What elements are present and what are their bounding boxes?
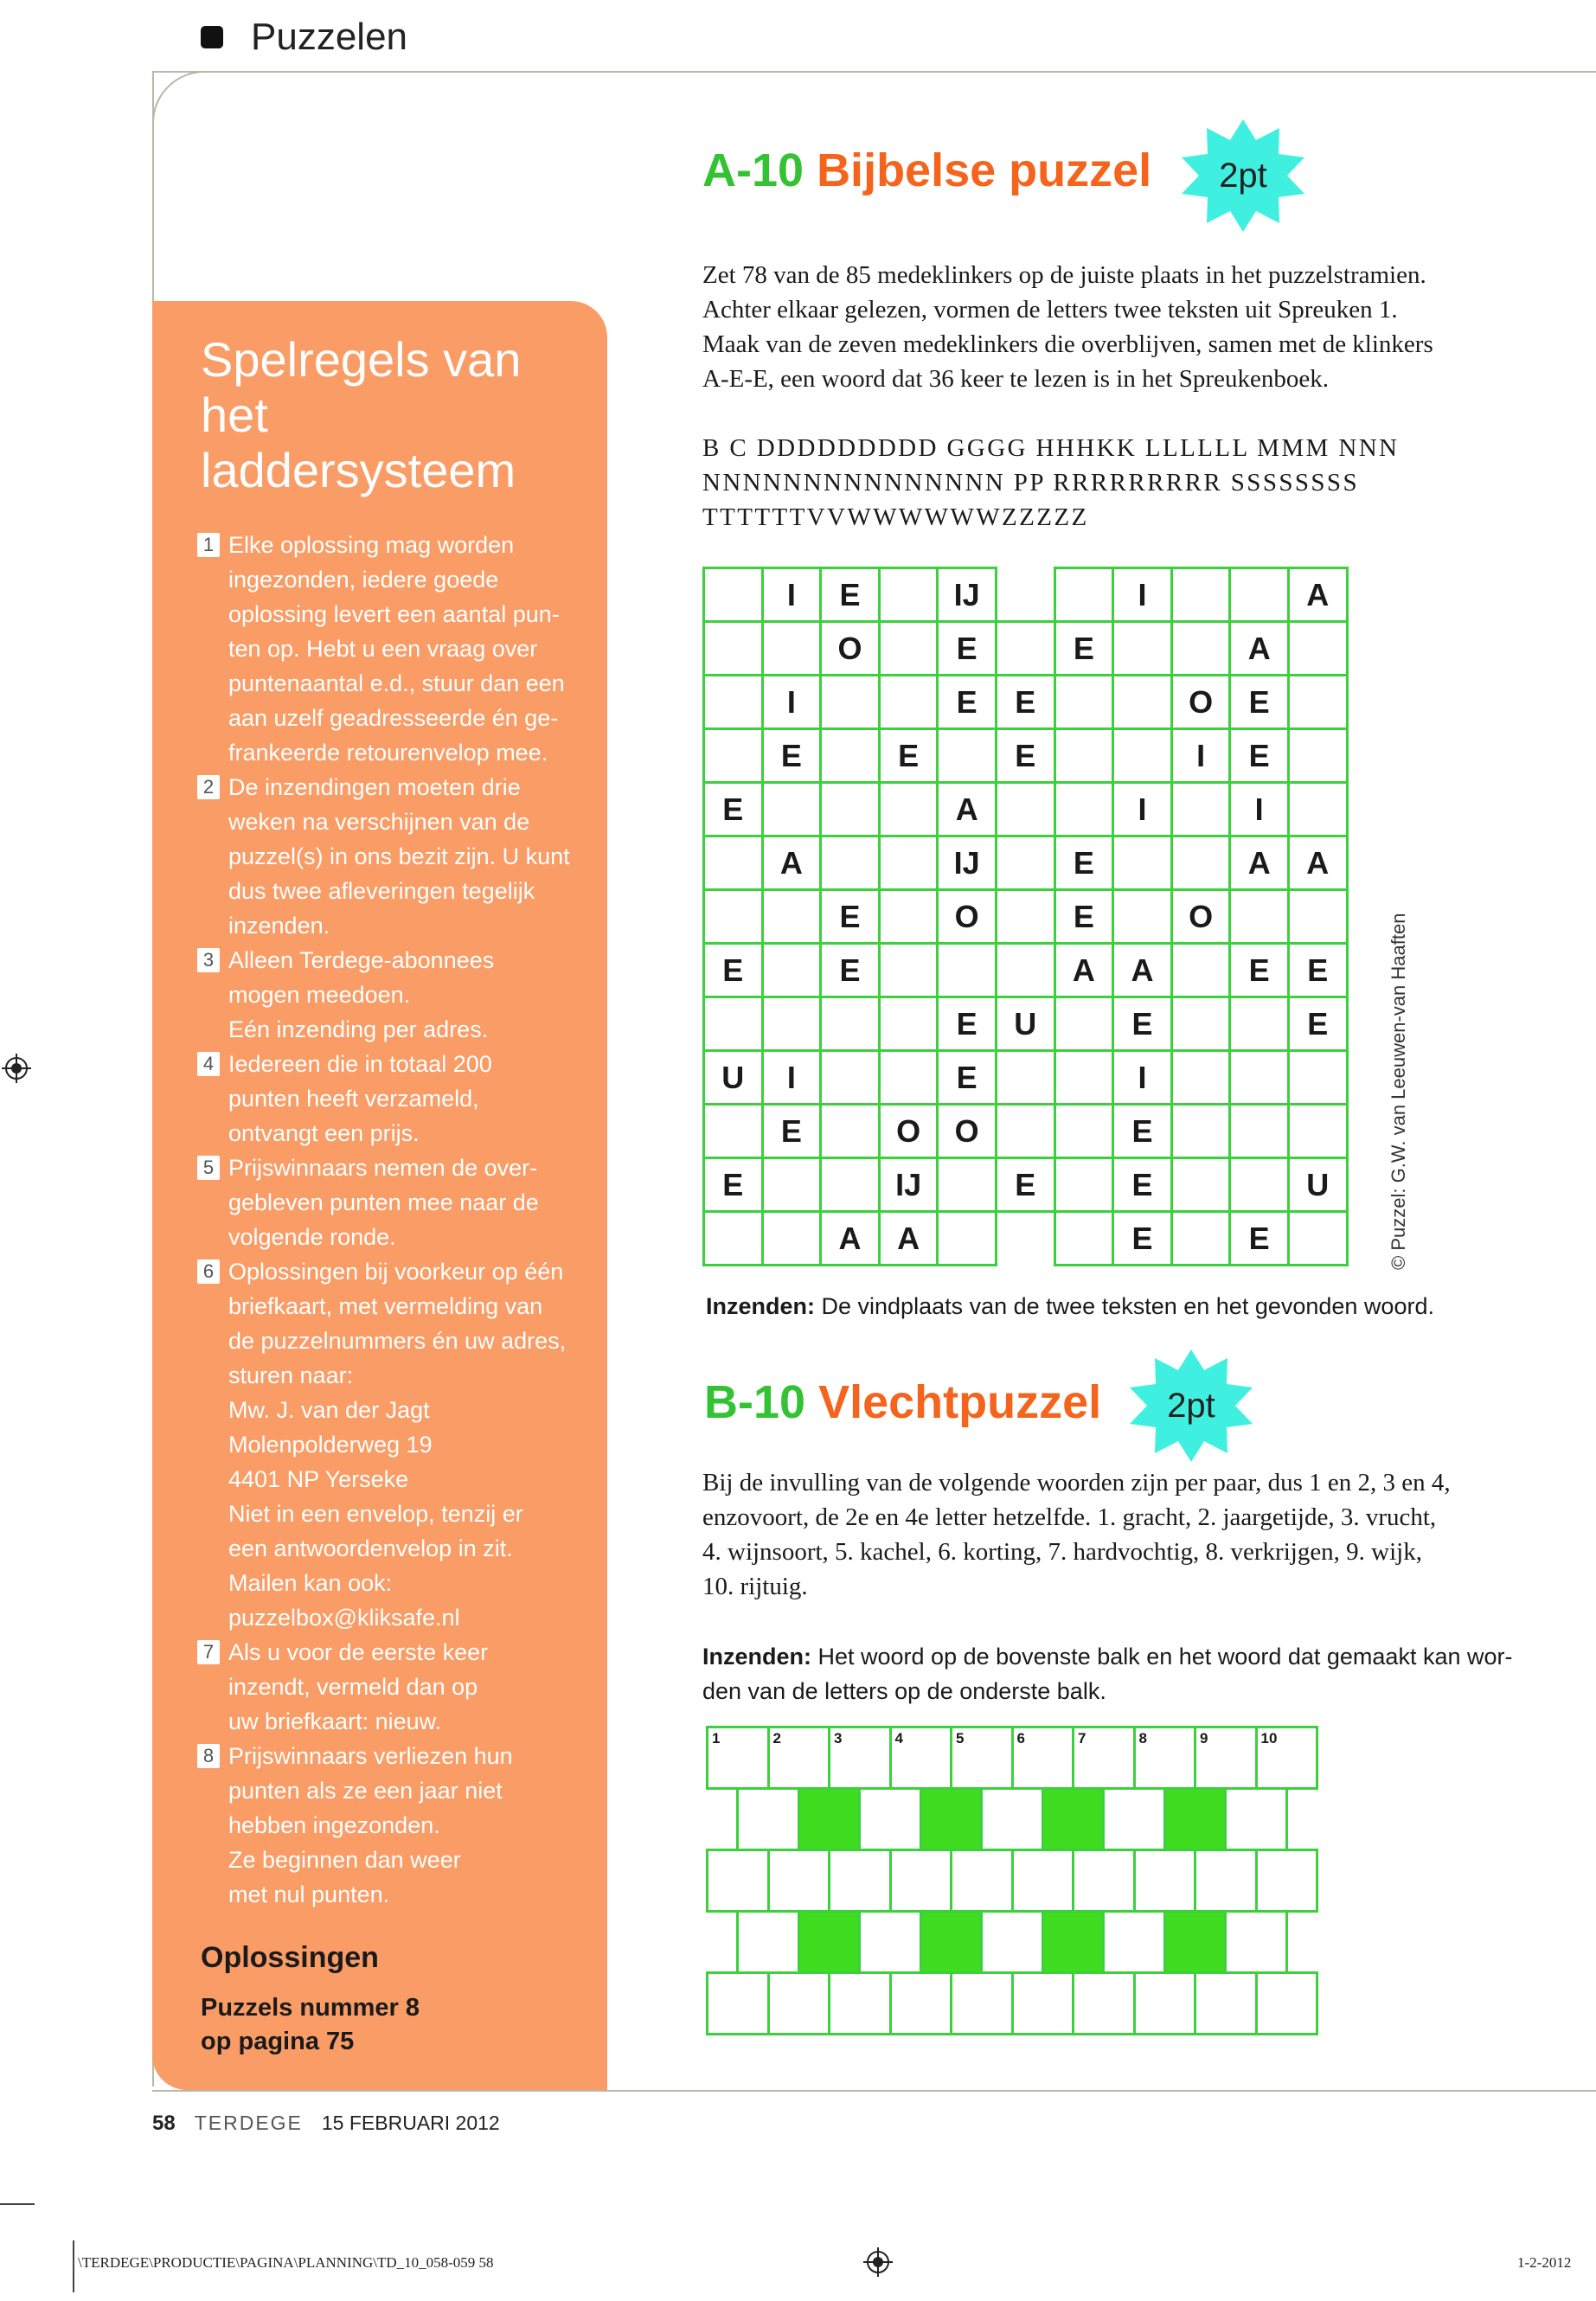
registration-mark-icon (863, 2247, 893, 2277)
puzzle-b-name: Vlechtpuzzel (818, 1376, 1102, 1428)
puzzle-b-submit-line-2: den van de letters op de onderste balk. (702, 1678, 1106, 1704)
grid-cell[interactable] (761, 888, 823, 945)
rule-item (197, 528, 586, 770)
puzzle-b-points-badge (1126, 1349, 1256, 1462)
grid-cell[interactable] (995, 781, 1056, 837)
braid-cell[interactable] (736, 1787, 800, 1851)
grid-cell[interactable]: E (1228, 674, 1290, 730)
crop-mark (0, 2203, 35, 2205)
grid-cell[interactable] (702, 888, 764, 945)
grid-cell[interactable]: E (936, 996, 997, 1052)
grid-cell[interactable] (1228, 1049, 1290, 1106)
rule-item (197, 1635, 586, 1739)
word-number: 1 (712, 1730, 721, 1747)
rule-text: Als u voor de eerste keer inzendt, vermeld dan op uw briefkaart: nieuw. (228, 1639, 489, 1734)
grid-cell[interactable] (1228, 888, 1290, 945)
rule-item (197, 1047, 586, 1150)
braid-cell[interactable] (1072, 1726, 1136, 1790)
section-title: Puzzelen (251, 16, 408, 58)
grid-cell[interactable] (1054, 1157, 1115, 1213)
grid-cell[interactable] (1054, 727, 1115, 784)
word-number: 7 (1078, 1730, 1086, 1747)
grid-cell[interactable]: O (1170, 888, 1232, 945)
intro-line: A-E-E, een woord dat 36 keer te lezen is in het Spreukenboek. (702, 365, 1329, 393)
braid-cell[interactable] (1042, 1910, 1106, 1974)
braid-cell[interactable] (1224, 1787, 1288, 1851)
grid-cell[interactable] (1112, 888, 1173, 945)
braid-cell[interactable] (828, 1726, 892, 1790)
grid-cell[interactable] (819, 1157, 881, 1213)
grid-cell[interactable] (1170, 1103, 1232, 1159)
bottom-divider (152, 2090, 1596, 2092)
rule-text: Iedereen die in totaal 200 punten heeft verzameld, ontvangt een prijs. (228, 1051, 492, 1146)
grid-cell[interactable] (1112, 674, 1173, 730)
grid-cell[interactable]: E (1112, 1210, 1173, 1266)
puzzle-a-intro (702, 258, 1550, 396)
grid-cell[interactable] (936, 1210, 997, 1266)
rule-item (197, 1739, 586, 1912)
rule-item (197, 1150, 586, 1254)
grid-cell[interactable] (936, 727, 997, 784)
braid-cell[interactable] (950, 1849, 1014, 1913)
grid-cell[interactable]: A (1112, 942, 1173, 998)
braid-cell[interactable] (1194, 1849, 1258, 1913)
braid-cell[interactable] (1255, 1971, 1319, 2035)
page-number: 58 (152, 2112, 176, 2135)
braid-cell[interactable] (1102, 1910, 1166, 1974)
grid-cell[interactable]: E (819, 888, 881, 945)
braid-cell[interactable] (706, 1849, 770, 1913)
braid-cell[interactable] (1255, 1726, 1319, 1790)
section-bullet-icon (201, 26, 223, 48)
grid-cell[interactable]: E (1287, 942, 1349, 998)
braid-cell[interactable] (767, 1971, 831, 2035)
grid-cell[interactable]: A (878, 1210, 939, 1266)
grid-cell[interactable] (819, 835, 881, 891)
rule-number: 5 (197, 1156, 220, 1180)
grid-cell[interactable] (1287, 727, 1349, 784)
grid-cell[interactable] (1054, 996, 1115, 1052)
rule-number: 3 (197, 948, 220, 972)
braid-cell[interactable] (767, 1849, 831, 1913)
grid-cell[interactable] (1170, 942, 1232, 998)
intro-line: Zet 78 van de 85 medeklinkers op de juiste plaats in het puzzelstramien. (702, 261, 1426, 289)
braid-cell[interactable] (1163, 1910, 1227, 1974)
grid-cell[interactable] (702, 835, 764, 891)
grid-cell[interactable]: E (1228, 727, 1290, 784)
grid-cell[interactable]: E (878, 727, 939, 784)
grid-cell[interactable] (1170, 1049, 1232, 1106)
grid-cell[interactable] (1170, 996, 1232, 1052)
braid-cell[interactable] (1255, 1849, 1319, 1913)
grid-cell[interactable] (1054, 567, 1115, 623)
grid-cell[interactable]: E (936, 620, 997, 676)
grid-cell[interactable] (878, 674, 939, 730)
grid-cell[interactable]: O (819, 620, 881, 676)
grid-cell[interactable]: A (819, 1210, 881, 1266)
grid-cell[interactable] (995, 888, 1056, 945)
grid-cell[interactable] (995, 1049, 1056, 1106)
braid-cell[interactable] (767, 1726, 831, 1790)
word-number: 2 (772, 1730, 781, 1747)
grid-cell[interactable]: A (1287, 567, 1349, 623)
slug-date: 1-2-2012 (1517, 2254, 1572, 2271)
intro-line: 4. wijnsoort, 5. kachel, 6. korting, 7. hardvochtig, 8. verkrijgen, 9. wijk, (702, 1538, 1422, 1566)
intro-line: Maak van de zeven medeklinkers die overblijven, samen met de klinkers (702, 330, 1433, 358)
grid-cell[interactable] (761, 620, 823, 676)
word-number: 8 (1138, 1730, 1147, 1747)
braid-cell[interactable] (950, 1726, 1014, 1790)
braid-cell[interactable] (980, 1787, 1044, 1851)
grid-cell[interactable] (995, 1103, 1056, 1159)
grid-cell[interactable]: E (1112, 1157, 1173, 1213)
grid-cell[interactable]: O (1170, 674, 1232, 730)
grid-cell[interactable] (878, 567, 939, 623)
grid-cell[interactable] (819, 727, 881, 784)
rule-text: De inzendingen moeten drie weken na verschijnen van de puzzel(s) in ons bezit zijn. U kunt dus twee afleveringen tegelijk inzenden. (228, 774, 570, 939)
puzzle-a-letters (702, 431, 1567, 535)
intro-line: enzovoort, de 2e en 4e letter hetzelfde. 1. gracht, 2. jaargetijde, 3. vrucht, (702, 1503, 1437, 1531)
grid-cell[interactable]: I (1112, 781, 1173, 837)
braid-cell[interactable] (798, 1910, 862, 1974)
grid-cell[interactable] (1170, 835, 1232, 891)
puzzle-a-points: 2pt (1219, 156, 1267, 195)
grid-cell[interactable] (1287, 1049, 1349, 1106)
grid-cell[interactable] (702, 1103, 764, 1159)
top-divider (154, 71, 1596, 73)
letters-line: B C DDDDDDDDD GGGG HHHKK LLLLLL MMM NNN (702, 434, 1400, 462)
braid-cell[interactable] (1194, 1971, 1258, 2035)
rule-text: Oplossingen bij voorkeur op één briefkaart, met vermelding van de puzzelnummers én uw adres, sturen naar: Mw. J. van der Jagt Molenpolderweg 19 4401 NP Yerseke Niet in een envelop, tenzij er een antwoordenvelop in zit. Mailen kan ook: puzzelbox@kliksafe.nl (228, 1259, 567, 1631)
grid-cell[interactable]: IJ (878, 1157, 939, 1213)
grid-cell[interactable]: E (819, 567, 881, 623)
grid-cell[interactable] (936, 942, 997, 998)
grid-cell[interactable]: A (1228, 835, 1290, 891)
grid-cell[interactable]: E (1054, 620, 1115, 676)
word-number: 9 (1200, 1730, 1208, 1747)
grid-cell[interactable] (1170, 567, 1232, 623)
sidebar-title: Spelregels van het laddersysteem (201, 332, 522, 497)
registration-mark-icon (2, 1054, 31, 1083)
rule-number: 4 (197, 1052, 220, 1076)
braid-cell[interactable] (1224, 1910, 1288, 1974)
grid-cell[interactable] (1054, 1103, 1115, 1159)
puzzle-a-points-badge (1178, 119, 1308, 232)
grid-cell[interactable]: E (995, 1157, 1056, 1213)
grid-cell[interactable]: I (761, 567, 823, 623)
grid-cell[interactable] (761, 1210, 823, 1266)
grid-cell[interactable]: E (1112, 1103, 1173, 1159)
grid-cell[interactable] (878, 781, 939, 837)
braid-cell[interactable] (1011, 1726, 1075, 1790)
grid-cell[interactable] (819, 1049, 881, 1106)
puzzle-b-intro (702, 1465, 1567, 1604)
grid-cell[interactable] (702, 567, 764, 623)
rule-text: Prijswinnaars verliezen hun punten als ze een jaar niet hebben ingezonden. Ze beginnen dan weer met nul punten. (228, 1743, 513, 1907)
word-number: 6 (1016, 1730, 1025, 1747)
grid-cell[interactable] (878, 620, 939, 676)
grid-cell[interactable] (878, 835, 939, 891)
puzzle-a-name: Bijbelse puzzel (817, 144, 1152, 196)
puzzle-a-code: A-10 (702, 144, 804, 196)
grid-cell[interactable] (1054, 781, 1115, 837)
grid-cell[interactable]: E (702, 781, 764, 837)
rule-number: 8 (197, 1744, 220, 1768)
grid-cell[interactable]: A (936, 781, 997, 837)
grid-cell[interactable] (1287, 674, 1349, 730)
braid-cell[interactable] (980, 1910, 1044, 1974)
rule-item (197, 943, 586, 1047)
slug-path: \TERDEGE\PRODUCTIE\PAGINA\PLANNING\TD_10_058-059 58 (78, 2254, 494, 2271)
braid-cell[interactable] (828, 1849, 892, 1913)
grid-cell[interactable] (1228, 567, 1290, 623)
rule-item (197, 770, 586, 943)
grid-cell[interactable]: E (1228, 1210, 1290, 1266)
intro-line: Bij de invulling van de volgende woorden zijn per paar, dus 1 en 2, 3 en 4, (702, 1469, 1451, 1497)
grid-cell[interactable] (819, 781, 881, 837)
braid-cell[interactable] (1011, 1971, 1075, 2035)
grid-cell[interactable] (1112, 835, 1173, 891)
grid-cell[interactable] (819, 674, 881, 730)
grid-cell[interactable] (936, 1157, 997, 1213)
grid-cell[interactable]: U (995, 996, 1056, 1052)
puzzle-b-points: 2pt (1167, 1386, 1215, 1425)
word-number: 5 (956, 1730, 965, 1747)
puzzle-credit: © Puzzel: G.W. van Leeuwen-van Haaften (1388, 913, 1409, 1270)
grid-cell[interactable]: I (761, 1049, 823, 1106)
braid-cell[interactable] (858, 1910, 922, 1974)
grid-cell[interactable] (1287, 781, 1349, 837)
braid-cell[interactable] (950, 1971, 1014, 2035)
grid-cell[interactable]: I (1112, 1049, 1173, 1106)
grid-cell[interactable]: E (761, 1103, 823, 1159)
grid-cell[interactable]: E (936, 674, 997, 730)
grid-cell[interactable] (1170, 620, 1232, 676)
rule-number: 6 (197, 1259, 220, 1284)
rule-number: 1 (197, 533, 220, 557)
grid-cell[interactable] (1228, 1103, 1290, 1159)
braid-cell[interactable] (706, 1726, 770, 1790)
grid-cell[interactable] (761, 942, 823, 998)
grid-cell[interactable] (995, 942, 1056, 998)
grid-cell[interactable] (761, 996, 823, 1052)
grid-cell[interactable]: I (1112, 567, 1173, 623)
grid-cell[interactable]: E (1112, 996, 1173, 1052)
grid-cell[interactable]: O (936, 888, 997, 945)
grid-cell[interactable]: E (936, 1049, 997, 1106)
grid-cell[interactable] (995, 620, 1056, 676)
grid-cell[interactable]: E (995, 674, 1056, 730)
grid-cell[interactable] (1170, 1157, 1232, 1213)
braid-cell[interactable] (1102, 1787, 1166, 1851)
grid-cell[interactable] (761, 1157, 823, 1213)
grid-cell[interactable] (878, 942, 939, 998)
rules-list (197, 528, 586, 1912)
grid-cell[interactable] (1112, 727, 1173, 784)
grid-cell[interactable] (1287, 888, 1349, 945)
grid-cell[interactable] (1287, 620, 1349, 676)
braid-cell[interactable] (889, 1726, 953, 1790)
grid-cell[interactable]: I (761, 674, 823, 730)
puzzle-b-submit-label: Inzenden: (702, 1644, 811, 1670)
grid-cell[interactable]: A (1287, 835, 1349, 891)
page-footer (152, 2112, 500, 2136)
grid-cell[interactable]: A (1054, 942, 1115, 998)
braid-cell[interactable] (889, 1971, 953, 2035)
grid-cell[interactable] (1287, 1103, 1349, 1159)
grid-cell[interactable]: E (702, 1157, 764, 1213)
grid-cell[interactable]: E (1287, 996, 1349, 1052)
grid-cell[interactable]: I (1228, 781, 1290, 837)
grid-cell[interactable] (819, 996, 881, 1052)
grid-cell[interactable]: I (1170, 727, 1232, 784)
braid-cell[interactable] (889, 1849, 953, 1913)
braid-cell[interactable] (858, 1787, 922, 1851)
word-number: 3 (834, 1730, 843, 1747)
grid-cell[interactable] (878, 1049, 939, 1106)
braid-cell[interactable] (1011, 1849, 1075, 1913)
grid-cell[interactable]: O (878, 1103, 939, 1159)
section-header (201, 16, 407, 59)
grid-cell[interactable] (1170, 1210, 1232, 1266)
puzzle-a-submit (706, 1289, 1554, 1324)
puzzle-b-submit-line-1: Het woord op de bovenste balk en het woord dat gemaakt kan wor- (811, 1644, 1513, 1670)
braid-cell[interactable] (1163, 1787, 1227, 1851)
letters-line: NNNNNNNNNNNNNNN PP RRRRRRRRR SSSSSSSS (702, 469, 1359, 497)
braid-cell[interactable] (1133, 1726, 1197, 1790)
rule-item (197, 1254, 586, 1635)
grid-cell[interactable] (1228, 996, 1290, 1052)
grid-cell[interactable] (1287, 1210, 1349, 1266)
grid-cell[interactable] (1054, 674, 1115, 730)
grid-cell[interactable]: E (1054, 888, 1115, 945)
grid-cell[interactable] (878, 888, 939, 945)
puzzle-a-heading (702, 144, 1151, 197)
grid-cell[interactable]: IJ (936, 835, 997, 891)
puzzle-a-grid (702, 567, 1346, 1266)
puzzle-b-grid (706, 1726, 1318, 2034)
magazine-name: TERDEGE (194, 2112, 303, 2134)
puzzle-b-submit (702, 1639, 1567, 1708)
grid-cell[interactable]: E (819, 942, 881, 998)
puzzle-a-submit-text: De vindplaats van de twee teksten en het gevonden woord. (815, 1293, 1434, 1319)
grid-cell[interactable]: U (702, 1049, 764, 1106)
grid-cell[interactable]: IJ (936, 567, 997, 623)
braid-cell[interactable] (1072, 1971, 1136, 2035)
braid-cell[interactable] (798, 1787, 862, 1851)
puzzle-a-submit-label: Inzenden: (706, 1293, 815, 1319)
rule-text: Elke oplossing mag worden ingezonden, iedere goede oplossing levert een aantal pun- ten op. Hebt u een vraag over puntenaantal e.d., stuur dan een aan uzelf geadresseerde én ge- frankeerde retourenvelop mee. (228, 532, 565, 766)
braid-cell[interactable] (1133, 1849, 1197, 1913)
grid-cell[interactable] (702, 674, 764, 730)
grid-cell[interactable] (1170, 781, 1232, 837)
word-number: 10 (1260, 1730, 1278, 1747)
grid-cell[interactable]: E (995, 727, 1056, 784)
grid-cell[interactable]: E (761, 727, 823, 784)
grid-cell[interactable]: A (1228, 620, 1290, 676)
crop-mark (73, 2240, 74, 2292)
grid-cell[interactable] (878, 996, 939, 1052)
grid-cell[interactable] (995, 835, 1056, 891)
grid-cell[interactable]: E (1228, 942, 1290, 998)
grid-cell[interactable] (1112, 620, 1173, 676)
braid-cell[interactable] (1042, 1787, 1106, 1851)
grid-cell[interactable] (1054, 1049, 1115, 1106)
rule-text: Prijswinnaars nemen de over- gebleven punten mee naar de volgende ronde. (228, 1155, 539, 1250)
grid-cell[interactable] (702, 620, 764, 676)
puzzle-b-heading (704, 1375, 1101, 1429)
grid-cell[interactable]: A (761, 835, 823, 891)
rule-number: 2 (197, 775, 220, 799)
issue-date: 15 FEBRUARI 2012 (321, 2112, 500, 2134)
grid-cell[interactable]: E (1054, 835, 1115, 891)
rule-text: Alleen Terdege-abonnees mogen meedoen. Eén inzending per adres. (228, 947, 495, 1042)
braid-cell[interactable] (1072, 1849, 1136, 1913)
grid-cell[interactable] (819, 1103, 881, 1159)
intro-line: Achter elkaar gelezen, vormen de letters twee teksten uit Spreuken 1. (702, 296, 1398, 324)
braid-cell[interactable] (920, 1787, 984, 1851)
grid-cell[interactable] (702, 1210, 764, 1266)
braid-cell[interactable] (1194, 1726, 1258, 1790)
solutions-title: Oplossingen (201, 1941, 379, 1974)
grid-cell[interactable] (702, 996, 764, 1052)
braid-cell[interactable] (736, 1910, 800, 1974)
grid-cell[interactable] (702, 727, 764, 784)
braid-cell[interactable] (706, 1971, 770, 2035)
braid-cell[interactable] (920, 1910, 984, 1974)
grid-cell[interactable]: U (1287, 1157, 1349, 1213)
frame-corner (152, 71, 206, 125)
letters-line: TTTTTTVVWWWWWWZZZZZ (702, 503, 1089, 531)
grid-cell[interactable] (1228, 1157, 1290, 1213)
grid-cell[interactable]: E (702, 942, 764, 998)
word-number: 4 (894, 1730, 903, 1747)
intro-line: 10. rijtuig. (702, 1573, 808, 1600)
grid-cell[interactable]: O (936, 1103, 997, 1159)
grid-cell[interactable] (1054, 1210, 1115, 1266)
solutions-text: Puzzels nummer 8 op pagina 75 (201, 1994, 420, 2055)
puzzle-b-code: B-10 (704, 1376, 806, 1428)
rule-number: 7 (197, 1640, 220, 1664)
grid-cell[interactable] (761, 781, 823, 837)
braid-cell[interactable] (1133, 1971, 1197, 2035)
braid-cell[interactable] (828, 1971, 892, 2035)
